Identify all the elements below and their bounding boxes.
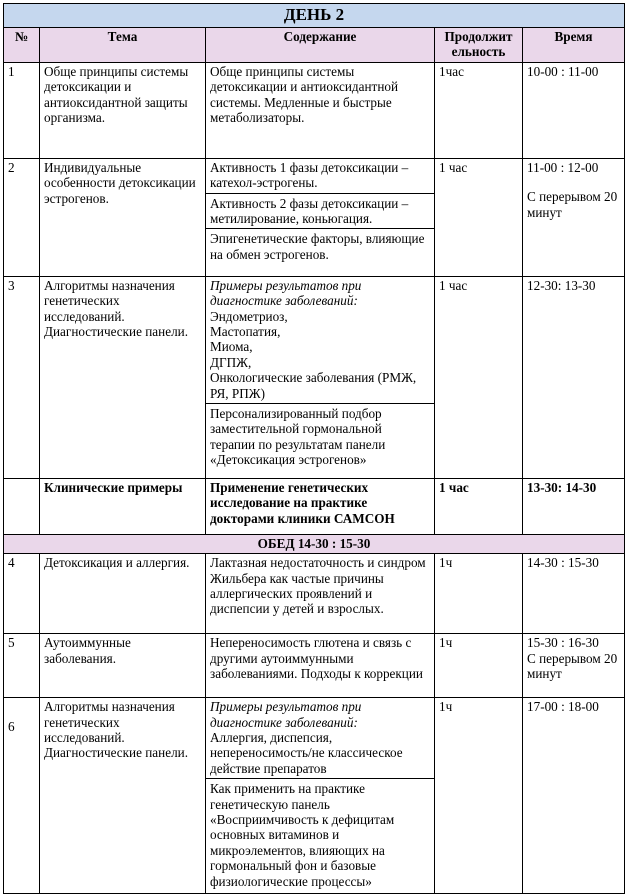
- row-number: 6: [4, 698, 40, 894]
- table-row: [4, 478, 625, 534]
- content-text: Обще принципы системы детоксикации и антиоксидантной системы. Медленные и быстрые метаболизаторы.: [210, 63, 399, 126]
- row-duration: 1час: [435, 62, 523, 158]
- row-duration: 1 час: [435, 478, 523, 534]
- row-topic: Индивидуальные особенности детоксикации эстрогенов.: [40, 158, 206, 276]
- row-number: 3: [4, 276, 40, 478]
- row-time: [523, 554, 625, 634]
- row-content: Применение генетических исследование на практике докторами клиники САМСОН: [206, 478, 435, 534]
- list-item: ДГПЖ,: [210, 354, 252, 370]
- row-time: [523, 158, 625, 276]
- table-row: [4, 276, 625, 478]
- row-number: 1: [4, 62, 40, 158]
- table-row: [4, 554, 625, 634]
- content-block: Как применить на практике генетическую панель «Восприимчивость к дефицитам основных витаминов и микроэлементов, влияющих на гормональный фон и базовые физиологические процессы»: [206, 778, 434, 889]
- row-time: 12-30: 13-30: [523, 276, 625, 478]
- row-topic: Алгоритмы назначения генетических исследований. Диагностические панели.: [40, 698, 206, 894]
- content-block: Персонализированный подбор заместительной гормональной терапии по результатам панели «Детоксикация эстрогенов»: [206, 403, 434, 468]
- table-row: [4, 158, 625, 276]
- content-block: [206, 278, 434, 401]
- row-topic: Алгоритмы назначения генетических исследований. Диагностические панели.: [40, 276, 206, 478]
- content-block: [206, 699, 434, 776]
- row-duration: 1ч: [435, 554, 523, 634]
- row-time: 13-30: 14-30: [523, 478, 625, 534]
- row-duration: 1 час: [435, 158, 523, 276]
- row-topic: Детоксикация и аллергия.: [40, 554, 206, 634]
- row-number: 4: [4, 554, 40, 634]
- row-topic: Клинические примеры: [40, 478, 206, 534]
- row-content: Непереносимость глютена и связь с другими аутоиммунными заболеваниями. Подходы к коррекции: [206, 634, 435, 698]
- time-range: 15-30 : 16-30: [527, 635, 599, 651]
- row-duration: 1ч: [435, 698, 523, 894]
- time-range: 10-00 : 11-00: [527, 63, 599, 79]
- header-topic: Тема: [40, 28, 206, 63]
- row-time: [523, 634, 625, 698]
- row-time: [523, 62, 625, 158]
- content-block: Активность 2 фазы детоксикации – метилирование, коньюгация.: [206, 193, 434, 227]
- time-range: 11-00 : 12-00: [527, 159, 599, 175]
- content-block: Эпигенетические факторы, влияющие на обмен эстрогенов.: [206, 228, 434, 262]
- lunch-label: ОБЕД 14-30 : 15-30: [4, 534, 625, 553]
- day-title-row: [4, 4, 625, 28]
- list-item: Онкологические заболевания (РМЖ, РЯ, РПЖ): [210, 370, 417, 401]
- row-number: 2: [4, 158, 40, 276]
- row-content: [206, 62, 435, 158]
- table-row: [4, 698, 625, 894]
- row-topic: Обще принципы системы детоксикации и антиоксидантной защиты организма.: [40, 62, 206, 158]
- row-topic: Аутоиммунные заболевания.: [40, 634, 206, 698]
- content-text: Аллергия, диспепсия, непереносимость/не классическое действие препаратов: [210, 730, 403, 776]
- content-intro: Примеры результатов при диагностике заболеваний:: [210, 277, 362, 309]
- row-content: [206, 698, 435, 894]
- header-content: Содержание: [206, 28, 435, 63]
- header-num: №: [4, 28, 40, 63]
- content-intro: Примеры результатов при диагностике заболеваний:: [210, 699, 362, 730]
- list-item: Эндометриоз,: [210, 308, 288, 324]
- schedule-page: [3, 3, 624, 894]
- time-note: С перерывом 20 минут: [527, 650, 618, 682]
- table-row: [4, 634, 625, 698]
- day-title: ДЕНЬ 2: [4, 4, 625, 28]
- row-duration: 1 час: [435, 276, 523, 478]
- row-number: [4, 478, 40, 534]
- row-duration: 1ч: [435, 634, 523, 698]
- time-note: С перерывом 20 минут: [527, 189, 618, 220]
- row-number: 5: [4, 634, 40, 698]
- list-item: Миома,: [210, 339, 253, 355]
- row-time: 17-00 : 18-00: [523, 698, 625, 894]
- header-row: [4, 28, 625, 63]
- content-block: Активность 1 фазы детоксикации – катехол-эстрогены.: [210, 159, 409, 191]
- time-range: 14-30 : 15-30: [527, 555, 599, 571]
- row-content: [206, 276, 435, 478]
- row-content: [206, 158, 435, 276]
- lunch-row: [4, 534, 625, 553]
- header-duration: Продолжит ельность: [435, 28, 523, 63]
- header-time: Время: [523, 28, 625, 63]
- schedule-table: [3, 3, 625, 894]
- table-row: [4, 62, 625, 158]
- list-item: Мастопатия,: [210, 324, 281, 340]
- row-content: Лактазная недостаточность и синдром Жильбера как частые причины аллергических проявлений и диспепсии у детей и взрослых.: [206, 554, 435, 634]
